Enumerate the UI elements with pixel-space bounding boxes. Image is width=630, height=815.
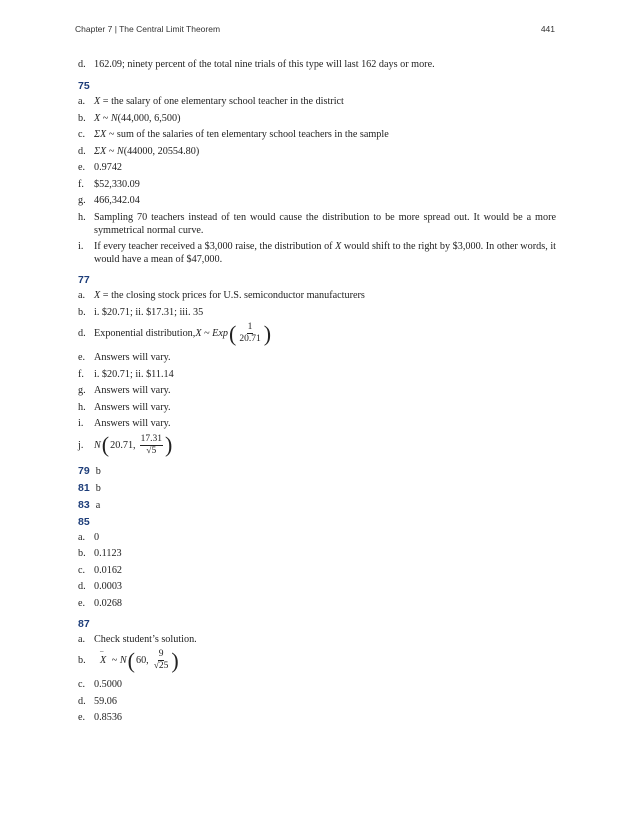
item-letter: h. [78,211,86,223]
item-letter: h. [78,401,86,413]
item-text: 0 [94,531,100,543]
item-letter: b. [78,548,86,559]
item-text: ΣX ~ N(44000, 20554.80) [94,145,200,157]
item-letter: c. [78,564,86,576]
item-text: 0.0162 [94,564,123,576]
problem-number: 87 [78,617,90,630]
normal-expression: N ( 20.71, $\frac{17.31}{√5}$ ) [94,432,173,457]
answer-77-a [78,289,556,302]
problem-number: 83 [78,498,90,511]
left-paren: ( [127,647,135,673]
answer-77-g [78,384,556,397]
answer-85-a [78,531,556,544]
item-letter: g. [78,195,86,206]
item-text: i. $20.71; ii. $17.31; iii. 35 [94,306,204,318]
problem-85 [78,516,556,610]
answer-87-e [78,711,556,724]
item-letter: i. [78,241,84,252]
fraction: $\frac{1}{20.71}$ [239,322,261,344]
solutions-content [78,58,556,729]
item-letter: e. [78,597,86,609]
page-header-chapter: Chapter 7 | The Central Limit Theorem [75,24,221,34]
problem-87 [78,618,556,725]
normal-expression: – X ~ N ( 60, $\frac{9}{√25}$ ) [94,649,180,672]
answer-85-e [78,597,556,610]
answer-85-c [78,564,556,577]
answer-73-d [78,58,556,71]
item-letter: b. [78,655,86,666]
item-text: $52,330.09 [94,178,140,190]
answer-75-e [78,161,556,174]
answer-77-b [78,306,556,319]
item-text: Answers will vary. [94,401,171,413]
item-text: 0.5000 [94,679,123,690]
left-paren: ( [101,432,110,457]
problem-79 [78,465,556,478]
answer-75-b [78,112,556,125]
item-text: 162.09; ninety percent of the total nine trials of this type will last 162 days or more. [94,59,435,70]
problem-83 [78,499,556,512]
item-letter: b. [78,112,86,124]
right-paren: ) [171,647,179,673]
problem-number: 79 [78,464,90,477]
x-bar-symbol: – X [100,654,106,667]
problem-number: 75 [78,80,90,92]
problem-number: 77 [78,274,90,286]
answer-75-h [78,211,556,237]
answer-77-h [78,401,556,414]
item-letter: a. [78,96,86,107]
item-letter: e. [78,162,86,173]
answer-77-d [78,322,556,345]
answer: b [95,465,101,477]
item-text: 0.9742 [94,162,123,173]
item-letter: d. [78,581,86,592]
item-text: If every teacher received a $3,000 raise, the distribution of X would shift to the right by $3,000. In other words, it would have a mean of $47,000. [94,241,556,265]
answer-77-j [78,434,556,457]
problem-number: 85 [78,515,90,528]
item-letter: c. [78,129,86,140]
item-text: Sampling 70 teachers instead of ten would cause the distribution to be more spread out. It would be a more symmetrical normal curve. [94,211,556,236]
item-text: i. $20.71; ii. $11.14 [94,368,174,380]
answer-87-a [78,633,556,646]
answer-87-b [78,649,556,672]
problem-81 [78,482,556,495]
item-text: 0.8536 [94,712,123,723]
item-text: 0.0268 [94,597,123,609]
page-number: 441 [540,24,555,34]
item-text: 466,342.04 [94,195,140,206]
answer-75-c [78,128,556,141]
answer-87-c [78,678,556,691]
item-text: 59.06 [94,695,117,707]
answer-77-e [78,351,556,364]
right-paren: ) [164,432,173,457]
item-letter: d. [78,328,86,339]
item-text: X ~ N(44,000, 6,500) [94,112,181,124]
item-letter: d. [78,695,86,707]
item-text: Answers will vary. [94,418,171,429]
problem-75 [78,80,556,266]
answer: a [95,499,101,511]
item-text: Check student’s solution. [94,633,197,645]
item-text: X = the closing stock prices for U.S. semiconductor manufacturers [94,290,365,301]
item-text: 0.0003 [94,581,123,592]
item-text: 0.1123 [94,548,122,559]
item-letter: b. [78,306,86,318]
answer-75-g [78,194,556,207]
problem-77 [78,274,556,457]
answer: b [95,482,101,494]
item-letter: i. [78,418,84,429]
item-letter: g. [78,385,86,396]
item-letter: e. [78,712,86,723]
answer-75-f [78,178,556,191]
right-paren: ) [263,320,272,346]
answer-75-a [78,95,556,108]
item-letter: a. [78,531,86,543]
answer-75-d [78,145,556,158]
item-letter: j. [78,439,84,451]
item-letter: d. [78,145,86,157]
answer-85-d [78,580,556,593]
item-letter: f. [78,178,84,190]
exponential-expression: Exponential distribution, X ~ Exp ( $\frac{1}{20.71}$ ) [94,320,272,346]
answer-77-f [78,368,556,381]
left-paren: ( [229,320,237,346]
item-text: Answers will vary. [94,385,171,396]
answer-85-b [78,547,556,560]
answer-87-d [78,695,556,708]
item-letter: d. [78,59,86,70]
item-letter: c. [78,679,86,690]
item-text: Answers will vary. [94,352,171,363]
item-text: ΣX ~ sum of the salaries of ten elementary school teachers in the sample [94,129,389,140]
fraction: $\frac{9}{√25}$ [153,649,169,671]
answer-75-i [78,240,556,266]
item-letter: f. [78,368,84,380]
item-text: X = the salary of one elementary school teacher in the district [94,96,344,107]
item-letter: e. [78,352,86,363]
problem-number: 81 [78,481,90,494]
fraction: $\frac{17.31}{√5}$ [140,433,162,456]
answer-77-i [78,417,556,430]
item-letter: a. [78,290,86,301]
item-letter: a. [78,633,86,645]
